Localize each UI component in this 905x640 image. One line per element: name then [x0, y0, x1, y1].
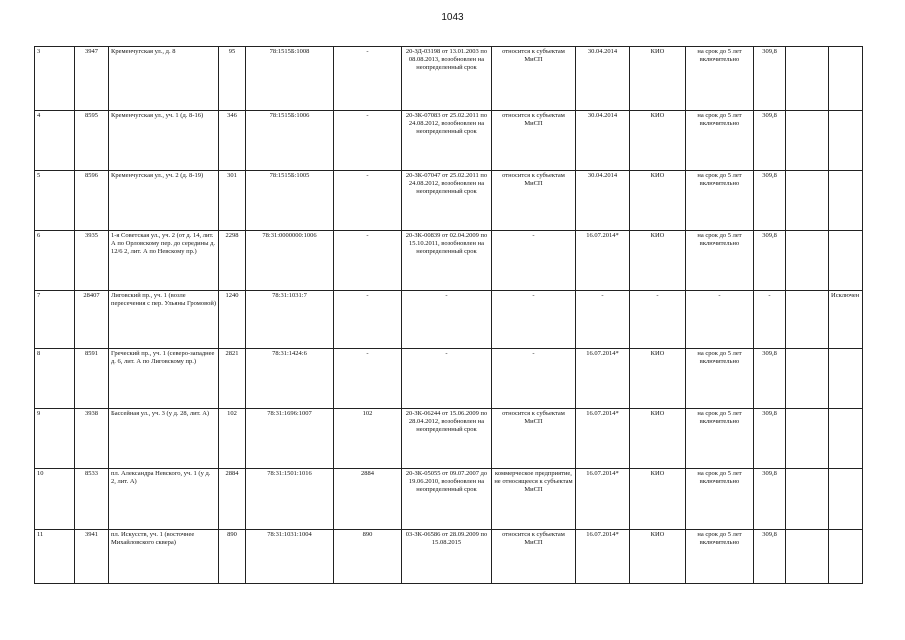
- area-value-cell: 890: [334, 530, 402, 584]
- smb-status-cell: -: [492, 231, 576, 291]
- area-cell: 95: [219, 47, 246, 111]
- row-number-cell: 6: [35, 231, 75, 291]
- area-cell: 2884: [219, 469, 246, 530]
- rate-cell: 309,8: [754, 349, 786, 409]
- address-cell: Кременчугская ул., уч. 1 (д. 8-16): [109, 111, 219, 171]
- cadastral-number-cell: 78:1515Б:1005: [246, 171, 334, 231]
- row-number-cell: 5: [35, 171, 75, 231]
- address-cell: Кременчугская ул., уч. 2 (д. 8-19): [109, 171, 219, 231]
- area-cell: 1240: [219, 291, 246, 349]
- note-cell: [829, 469, 863, 530]
- lease-term-cell: на срок до 5 лет включительно: [686, 231, 754, 291]
- cadastral-number-cell: 78:31:0000000:1006: [246, 231, 334, 291]
- lease-term-cell: на срок до 5 лет включительно: [686, 530, 754, 584]
- empty-cell-cell: [786, 171, 829, 231]
- note-cell: [829, 231, 863, 291]
- table-row: [35, 409, 863, 469]
- lease-contract-cell: 20-ЗК-05055 от 09.07.2007 до 19.06.2010, возобновлен на неопределенный срок: [402, 469, 492, 530]
- row-number-cell: 4: [35, 111, 75, 171]
- smb-status-cell: коммерческое предприятие, не относящееся к субъектам МиСП: [492, 469, 576, 530]
- empty-cell-cell: [786, 47, 829, 111]
- lease-contract-cell: 20-ЗК-00839 от 02.04.2009 по 15.10.2011, возобновлен на неопределенный срок: [402, 231, 492, 291]
- decision-date-cell: 30.04.2014: [576, 111, 630, 171]
- cadastral-number-cell: 78:31:1501:1016: [246, 469, 334, 530]
- table-row: [35, 171, 863, 231]
- smb-status-cell: -: [492, 349, 576, 409]
- row-number-cell: 11: [35, 530, 75, 584]
- page-number: 1043: [441, 12, 464, 23]
- decision-date-cell: 16.07.2014*: [576, 469, 630, 530]
- empty-cell-cell: [786, 469, 829, 530]
- table-row: [35, 111, 863, 171]
- area-value-cell: -: [334, 231, 402, 291]
- address-cell: Кременчугская ул., д. 8: [109, 47, 219, 111]
- cadastral-number-cell: 78:1515Б:1008: [246, 47, 334, 111]
- lease-contract-cell: 20-ЗК-07047 от 25.02.2011 по 24.08.2012, возобновлен на неопределенный срок: [402, 171, 492, 231]
- rate-cell: -: [754, 291, 786, 349]
- lease-contract-cell: -: [402, 291, 492, 349]
- note-cell: [829, 409, 863, 469]
- authority-cell: КИО: [630, 47, 686, 111]
- lease-term-cell: на срок до 5 лет включительно: [686, 349, 754, 409]
- row-number-cell: 10: [35, 469, 75, 530]
- area-value-cell: -: [334, 171, 402, 231]
- record-id-cell: 8596: [75, 171, 109, 231]
- record-id-cell: 8591: [75, 349, 109, 409]
- area-cell: 102: [219, 409, 246, 469]
- decision-date-cell: 16.07.2014*: [576, 231, 630, 291]
- table-row: [35, 530, 863, 584]
- rate-cell: 309,8: [754, 469, 786, 530]
- record-id-cell: 3938: [75, 409, 109, 469]
- land-plots-table: [34, 46, 863, 584]
- smb-status-cell: относится к субъектам МиСП: [492, 171, 576, 231]
- authority-cell: КИО: [630, 171, 686, 231]
- smb-status-cell: относится к субъектам МиСП: [492, 111, 576, 171]
- area-value-cell: -: [334, 349, 402, 409]
- area-value-cell: 102: [334, 409, 402, 469]
- empty-cell-cell: [786, 291, 829, 349]
- smb-status-cell: -: [492, 291, 576, 349]
- lease-term-cell: на срок до 5 лет включительно: [686, 111, 754, 171]
- row-number-cell: 8: [35, 349, 75, 409]
- note-cell: [829, 47, 863, 111]
- smb-status-cell: относится к субъектам МиСП: [492, 47, 576, 111]
- lease-term-cell: на срок до 5 лет включительно: [686, 409, 754, 469]
- address-cell: пл. Искусств, уч. 1 (восточнее Михайловского сквера): [109, 530, 219, 584]
- cadastral-number-cell: 78:31:1031:7: [246, 291, 334, 349]
- area-value-cell: -: [334, 291, 402, 349]
- lease-contract-cell: 20-ЗК-06244 от 15.06.2009 по 28.04.2012, возобновлен на неопределенный срок: [402, 409, 492, 469]
- table-row: [35, 469, 863, 530]
- cadastral-number-cell: 78:31:1424:6: [246, 349, 334, 409]
- record-id-cell: 8595: [75, 111, 109, 171]
- cadastral-number-cell: 78:31:1696:1007: [246, 409, 334, 469]
- decision-date-cell: 16.07.2014*: [576, 409, 630, 469]
- decision-date-cell: 16.07.2014*: [576, 349, 630, 409]
- authority-cell: КИО: [630, 469, 686, 530]
- authority-cell: КИО: [630, 111, 686, 171]
- record-id-cell: 3935: [75, 231, 109, 291]
- area-cell: 301: [219, 171, 246, 231]
- area-cell: 346: [219, 111, 246, 171]
- lease-term-cell: -: [686, 291, 754, 349]
- row-number-cell: 3: [35, 47, 75, 111]
- smb-status-cell: относится к субъектам МиСП: [492, 409, 576, 469]
- lease-term-cell: на срок до 5 лет включительно: [686, 469, 754, 530]
- table-row: [35, 291, 863, 349]
- area-value-cell: 2884: [334, 469, 402, 530]
- rate-cell: 309,8: [754, 111, 786, 171]
- record-id-cell: 8533: [75, 469, 109, 530]
- lease-term-cell: на срок до 5 лет включительно: [686, 47, 754, 111]
- empty-cell-cell: [786, 111, 829, 171]
- decision-date-cell: 16.07.2014*: [576, 530, 630, 584]
- rate-cell: 309,8: [754, 171, 786, 231]
- address-cell: пл. Александра Невского, уч. 1 (у д. 2, лит. А): [109, 469, 219, 530]
- authority-cell: -: [630, 291, 686, 349]
- decision-date-cell: 30.04.2014: [576, 171, 630, 231]
- rate-cell: 309,8: [754, 530, 786, 584]
- lease-contract-cell: 20-ЗД-03198 от 13.01.2003 по 08.08.2013, возобновлен на неопределенный срок: [402, 47, 492, 111]
- table-body: [35, 47, 863, 584]
- empty-cell-cell: [786, 231, 829, 291]
- table-row: [35, 349, 863, 409]
- lease-term-cell: на срок до 5 лет включительно: [686, 171, 754, 231]
- lease-contract-cell: -: [402, 349, 492, 409]
- note-cell: Исключен: [829, 291, 863, 349]
- smb-status-cell: относится к субъектам МиСП: [492, 530, 576, 584]
- area-cell: 2821: [219, 349, 246, 409]
- authority-cell: КИО: [630, 409, 686, 469]
- record-id-cell: 3941: [75, 530, 109, 584]
- note-cell: [829, 530, 863, 584]
- row-number-cell: 7: [35, 291, 75, 349]
- note-cell: [829, 349, 863, 409]
- table-row: [35, 47, 863, 111]
- address-cell: Лиговский пр., уч. 1 (возле пересечения с пер. Ульяны Громовой): [109, 291, 219, 349]
- empty-cell-cell: [786, 349, 829, 409]
- area-value-cell: -: [334, 47, 402, 111]
- area-value-cell: -: [334, 111, 402, 171]
- decision-date-cell: -: [576, 291, 630, 349]
- lease-contract-cell: 20-ЗК-07083 от 25.02.2011 по 24.08.2012, возобновлен на неопределенный срок: [402, 111, 492, 171]
- row-number-cell: 9: [35, 409, 75, 469]
- area-cell: 2298: [219, 231, 246, 291]
- cadastral-number-cell: 78:1515Б:1006: [246, 111, 334, 171]
- rate-cell: 309,8: [754, 409, 786, 469]
- note-cell: [829, 111, 863, 171]
- table-row: [35, 231, 863, 291]
- rate-cell: 309,8: [754, 47, 786, 111]
- record-id-cell: 3947: [75, 47, 109, 111]
- lease-contract-cell: 03-ЗК-06586 от 28.09.2009 по 15.08.2015: [402, 530, 492, 584]
- authority-cell: КИО: [630, 530, 686, 584]
- empty-cell-cell: [786, 409, 829, 469]
- rate-cell: 309,8: [754, 231, 786, 291]
- authority-cell: КИО: [630, 349, 686, 409]
- address-cell: Греческий пр., уч. 1 (северо-западнее д. 6, лит. А по Лиговскому пр.): [109, 349, 219, 409]
- address-cell: 1-я Советская ул., уч. 2 (от д. 14, лит. А по Орловскому пер. до середины д. 12/6 2, лит. А по Невскому пр.): [109, 231, 219, 291]
- cadastral-number-cell: 78:31:1031:1004: [246, 530, 334, 584]
- note-cell: [829, 171, 863, 231]
- decision-date-cell: 30.04.2014: [576, 47, 630, 111]
- authority-cell: КИО: [630, 231, 686, 291]
- record-id-cell: 28407: [75, 291, 109, 349]
- area-cell: 890: [219, 530, 246, 584]
- address-cell: Бассейная ул., уч. 3 (у д. 28, лит. А): [109, 409, 219, 469]
- empty-cell-cell: [786, 530, 829, 584]
